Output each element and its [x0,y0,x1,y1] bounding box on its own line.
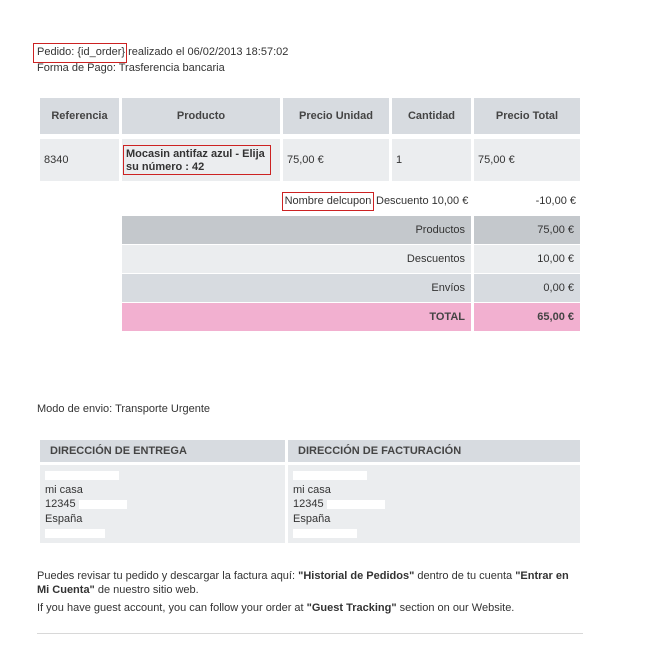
delivery-postcode: 12345 [45,498,76,510]
redacted-phone [293,529,357,538]
billing-address-title: DIRECCIÓN DE FACTURACIÓN [288,440,580,462]
delivery-address-line: mi casa [45,483,83,496]
col-header-reference: Referencia [40,98,119,134]
order-history-link[interactable]: "Historial de Pedidos" [298,570,415,582]
billing-address-line: mi casa [293,483,331,496]
coupon-name: Nombre delcupon [282,192,374,211]
summary-shipping-value: 0,00 € [474,274,580,302]
cell-total-price: 75,00 € [474,139,580,181]
summary-products-value: 75,00 € [474,216,580,244]
cell-reference: 8340 [40,139,119,181]
billing-country: España [293,512,331,525]
footer-text: section on our Website. [396,602,515,614]
col-header-product: Producto [122,98,280,134]
footer-text: de nuestro sitio web. [94,584,199,596]
col-header-unit-price: Precio Unidad [283,98,389,134]
product-name[interactable]: Mocasin antifaz azul - Elija su número : 42 [123,145,271,175]
divider [37,633,583,634]
coupon-discount-label: Descuento 10,00 € [376,195,469,207]
cell-unit-price: 75,00 € [283,139,389,181]
billing-postcode: 12345 [293,498,324,510]
redacted-city [327,500,385,509]
order-date: realizado el 06/02/2013 18:57:02 [125,46,289,58]
order-id-label: Pedido: {id_order} [37,46,126,58]
summary-discounts-value: 10,00 € [474,245,580,273]
redacted-name [293,471,367,480]
cell-quantity: 1 [392,139,471,181]
redacted-city [79,500,127,509]
footer-text: If you have guest account, you can follow your order at [37,602,307,614]
total-label: TOTAL [122,303,471,331]
footer-text: Puedes revisar tu pedido y descargar la factura aquí: [37,570,299,582]
summary-shipping-label: Envíos [122,274,471,302]
delivery-address-title: DIRECCIÓN DE ENTREGA [40,440,285,462]
guest-tracking-link[interactable]: "Guest Tracking" [306,602,397,614]
total-value: 65,00 € [474,303,580,331]
coupon-amount: -10,00 € [535,195,576,207]
summary-discounts-label: Descuentos [122,245,471,273]
footer-text: dentro de tu cuenta [414,570,516,582]
summary-products-label: Productos [122,216,471,244]
redacted-name [45,471,119,480]
footer-paragraph-2 [37,601,582,615]
delivery-country: España [45,512,83,525]
shipping-mode: Modo de envio: Transporte Urgente [37,403,211,415]
footer-paragraph-1 [37,569,582,597]
order-line [37,46,288,58]
delivery-address [40,465,285,543]
my-account-link[interactable]: "Entrar en Mi Cuenta" [37,570,569,596]
redacted-phone [45,529,105,538]
col-header-quantity: Cantidad [392,98,471,134]
billing-address [288,465,580,543]
payment-method: Forma de Pago: Trasferencia bancaria [37,62,225,74]
col-header-total-price: Precio Total [474,98,580,134]
